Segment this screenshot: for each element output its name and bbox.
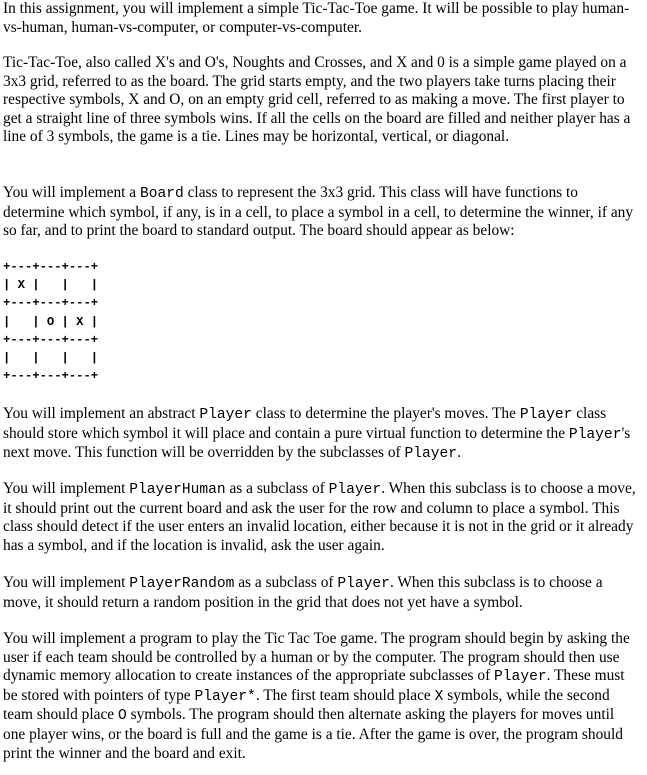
text-run: You will implement a program to play the Tic Tac Toe game. The program should begin by asking the user if each team should be controlled by a human or by the computer. The program should then use dynamic memory allocation to create instances of the appropriate subclasses of	[3, 630, 630, 685]
text-run: . When this subclass is to choose a move, it should print out the current board and ask the user for the row and column to place a symbol. This class should detect if the user enters an invalid location, either because it is not in the grid or it already has a symbol, and if the location is invalid, ask the user again.	[3, 480, 636, 554]
intro-paragraph	[3, 0, 639, 37]
board-line-1: +---+---+---+	[3, 260, 99, 274]
code-player: Player	[328, 482, 382, 498]
board-line-4: | | O | X |	[3, 314, 99, 329]
board-line-5: +---+---+---+	[3, 332, 99, 347]
text-run: 's next move. This function will be overridden by the subclasses of	[3, 424, 631, 462]
rules-text: Tic-Tac-Toe, also called X's and O's, Noughts and Crosses, and X and 0 is a simple game played on a 3x3 grid, referred to as the board. The grid starts empty, and the two players take turns placing their respective symbols, X and O, on an empty grid cell, referred to as making a move. The first player to get a straight line of three symbols wins. If all the cells on the board are filled and neither player has a line of 3 symbols, the game is a tie. Lines may be horizontal, vertical, or diagonal.	[3, 54, 631, 146]
text-run: You will implement a	[3, 184, 140, 201]
text-run: symbols. The program should then alternate asking the players for moves until one player wins, or the board is full and the game is a tie. After the game is over, the program should print the winner and the board and exit.	[3, 706, 623, 762]
text-run: class to represent the 3x3 grid. This class will have functions to determine which symbol, if any, is in a cell, to place a symbol in a cell, to determine the winner, if any so far, and to print the board to standard output. The board should appear as below:	[3, 184, 634, 240]
text-run: You will implement	[3, 574, 130, 591]
code-player: Player	[199, 407, 252, 423]
board-line-2: | X | | |	[3, 278, 99, 293]
code-board: Board	[139, 186, 184, 202]
code-player-random: PlayerRandom	[129, 576, 235, 592]
board-line-3: +---+---+---+	[3, 296, 99, 311]
player-human-paragraph	[3, 480, 639, 555]
code-player: Player	[494, 669, 547, 686]
program-paragraph	[3, 630, 639, 763]
player-class-paragraph	[3, 405, 639, 464]
code-player: Player	[568, 426, 622, 443]
board-class-paragraph	[3, 184, 639, 241]
code-player-pointer: Player*	[194, 688, 256, 705]
code-player: Player	[519, 407, 573, 423]
intro-text: In this assignment, you will implement a simple Tic-Tac-Toe game. It will be possible to play human-vs-human, human-vs-computer, or computer-vs-computer.	[3, 0, 630, 36]
text-run: class to determine the player's moves. The	[251, 405, 520, 422]
player-random-paragraph	[3, 574, 639, 612]
text-run: . These must be stored with pointers of type	[3, 667, 625, 704]
board-line-6: | | | |	[3, 351, 99, 366]
text-run: as a subclass of	[225, 480, 329, 497]
code-o-symbol: O	[117, 708, 127, 725]
board-line-7: +---+---+---+	[3, 369, 99, 384]
text-run: You will implement an abstract	[3, 405, 200, 422]
rules-paragraph	[3, 54, 639, 147]
code-x-symbol: X	[434, 688, 444, 705]
code-player: Player	[337, 576, 390, 592]
text-run: You will implement	[3, 480, 130, 497]
text-run: .	[457, 444, 461, 462]
text-run: . When this subclass is to choose a move, it should return a random position in the grid that does not yet have a symbol.	[3, 574, 603, 611]
code-player: Player	[404, 446, 458, 463]
text-run: . The first team should place	[255, 686, 435, 704]
text-run: symbols, while the second team should place	[3, 686, 610, 724]
text-run: class should store which symbol it will place and contain a pure virtual function to determine the	[3, 405, 607, 442]
code-player-human: PlayerHuman	[129, 482, 226, 498]
text-run: as a subclass of	[234, 574, 338, 591]
board-example	[3, 258, 98, 385]
